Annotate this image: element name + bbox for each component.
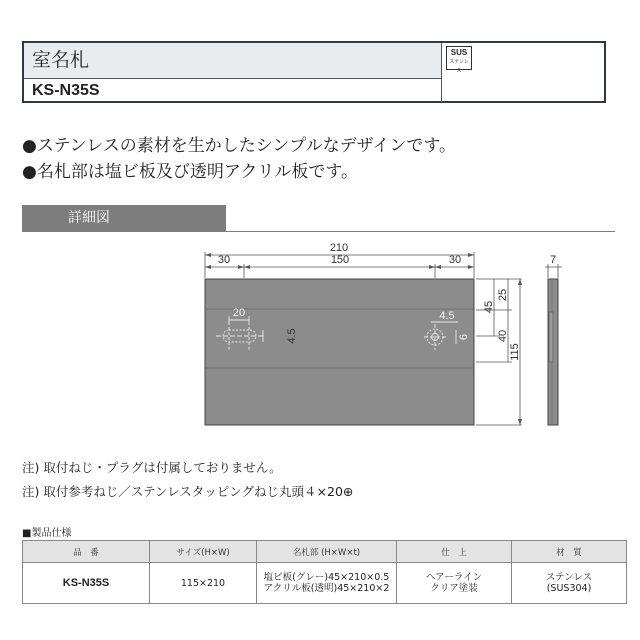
note-item: 注) 取付参考ねじ／ステンレスタッピングねじ丸頭４×20⊕ <box>22 484 354 499</box>
spec-finish-line: ヘアーライン <box>425 572 483 583</box>
product-model: KS-N35S <box>24 79 442 103</box>
spec-model-cell: KS-N35S <box>23 563 150 604</box>
spec-header-cell: 名札部 (H×W×t) <box>257 541 397 563</box>
spec-title: ■製品仕様 <box>22 528 72 539</box>
spec-header-row <box>23 541 627 563</box>
dim-center: 150 <box>330 254 350 266</box>
spec-material-line: ステンレス <box>545 572 593 583</box>
dim-hole-small-left: 4.5 <box>286 328 298 344</box>
dim-hole-small-right: 4.5 <box>439 310 455 322</box>
spec-nameplate-line: アクリル板(透明)45×210×2 <box>263 583 390 594</box>
dim-right-margin: 30 <box>448 254 462 266</box>
spec-size-cell: 115×210 <box>150 563 257 604</box>
spec-header-cell: 品 番 <box>23 541 150 563</box>
spec-header-cell: 仕 上 <box>397 541 512 563</box>
dim-mid-40: 40 <box>497 329 509 343</box>
sus-badge-text: SUS <box>450 48 468 57</box>
spec-table <box>22 540 627 604</box>
spec-nameplate-cell <box>257 563 397 604</box>
dim-top-25: 25 <box>497 288 509 302</box>
dim-hole-spacing: 20 <box>232 307 246 319</box>
spec-nameplate-line: 塩ビ板(グレー)45×210×0.5 <box>263 572 390 583</box>
section-label: 詳細図 <box>22 205 226 232</box>
spec-material-cell <box>512 563 627 604</box>
sus-badge-subtext: ステンレス <box>449 59 469 74</box>
feature-item: ●名札部は塩ビ板及び透明アクリル板です。 <box>22 162 358 182</box>
spec-finish-line: クリア塗装 <box>430 583 478 594</box>
note-item: 注) 取付ねじ・プラグは付属しておりません。 <box>22 460 282 475</box>
dim-top-45: 45 <box>483 300 495 314</box>
spec-material-line: (SUS304) <box>546 583 592 594</box>
spec-finish-cell <box>397 563 512 604</box>
spec-header-cell: サイズ(H×W) <box>150 541 257 563</box>
spec-header-cell: 材 質 <box>512 541 627 563</box>
dim-total-width: 210 <box>329 242 349 254</box>
dim-thickness: 7 <box>549 254 557 266</box>
spec-data-row <box>23 563 627 604</box>
dim-hole-diameter: 6 <box>458 333 470 341</box>
feature-item: ●ステンレスの素材を生かしたシンプルなデザインです。 <box>22 136 457 156</box>
dim-height: 115 <box>509 343 521 361</box>
product-title: 室名札 <box>24 43 442 79</box>
dim-left-margin: 30 <box>217 254 231 266</box>
